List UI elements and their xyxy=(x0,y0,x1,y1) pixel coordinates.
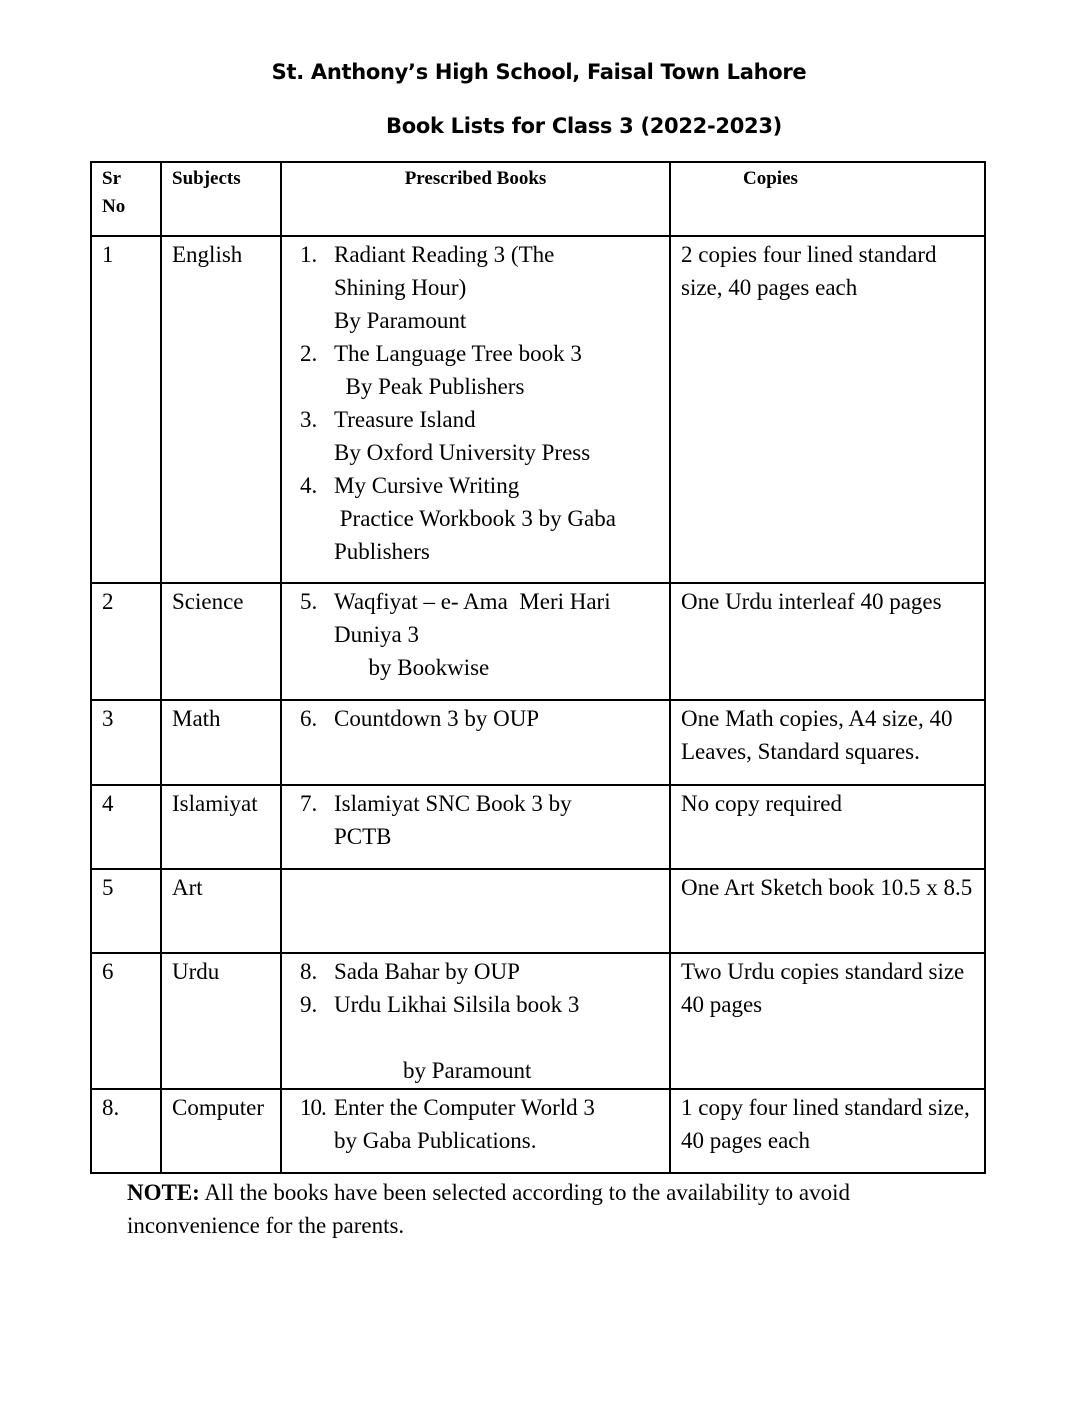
school-title: St. Anthony’s High School, Faisal Town Lahore xyxy=(271,60,807,84)
book-line: PCTB xyxy=(334,824,392,849)
copies-cell: 1 copy four lined standard size, 40 pages each xyxy=(670,1089,985,1173)
book-line xyxy=(334,1021,661,1054)
book-item xyxy=(300,403,661,469)
copies-cell: Two Urdu copies standard size 40 pages xyxy=(670,953,985,1089)
sr-no-cell: 8. xyxy=(91,1089,161,1173)
books-cell xyxy=(281,236,670,583)
book-line: Countdown 3 by OUP xyxy=(334,706,540,731)
copies-cell: One Math copies, A4 size, 40 Leaves, Standard squares. xyxy=(670,700,985,785)
book-number: 1. xyxy=(300,242,318,267)
subject-cell: Urdu xyxy=(161,953,281,1089)
copies-cell: One Art Sketch book 10.5 x 8.5 xyxy=(670,869,985,953)
book-number: 6. xyxy=(300,706,318,731)
book-list-title: Book Lists for Class 3 (2022-2023) xyxy=(386,114,782,138)
header-subjects: Subjects xyxy=(161,162,281,236)
book-line: My Cursive Writing xyxy=(334,473,520,498)
book-line: Urdu Likhai Silsila book 3 xyxy=(334,992,580,1017)
book-number: 9. xyxy=(300,992,318,1017)
book-number: 4. xyxy=(300,473,318,498)
book-line: By Paramount xyxy=(334,308,467,333)
table-row xyxy=(91,785,985,869)
book-line: By Oxford University Press xyxy=(334,440,591,465)
note-text: All the books have been selected according to the availability to avoid inconvenience for the parents. xyxy=(127,1180,851,1238)
book-number: 2. xyxy=(300,341,318,366)
table-row xyxy=(91,700,985,785)
sr-no-cell: 1 xyxy=(91,236,161,583)
book-item xyxy=(300,702,661,735)
book-item xyxy=(300,585,661,684)
sr-no-cell: 4 xyxy=(91,785,161,869)
book-line: The Language Tree book 3 xyxy=(334,341,582,366)
book-line: by Bookwise xyxy=(334,655,490,680)
book-number: 10. xyxy=(300,1095,326,1120)
book-item xyxy=(300,955,661,988)
book-line: Radiant Reading 3 (The xyxy=(334,242,555,267)
subject-cell: Science xyxy=(161,583,281,700)
book-number: 8. xyxy=(300,959,318,984)
subject-cell: Computer xyxy=(161,1089,281,1173)
book-line: Publishers xyxy=(334,539,430,564)
copies-cell: 2 copies four lined standard size, 40 pages each xyxy=(670,236,985,583)
book-line: Enter the Computer World 3 xyxy=(334,1095,595,1120)
subject-cell: English xyxy=(161,236,281,583)
subject-cell: Islamiyat xyxy=(161,785,281,869)
note xyxy=(127,1176,927,1242)
subject-cell: Math xyxy=(161,700,281,785)
books-cell xyxy=(281,785,670,869)
sr-no-cell: 6 xyxy=(91,953,161,1089)
books-cell xyxy=(281,1089,670,1173)
book-line: Treasure Island xyxy=(334,407,476,432)
table-row xyxy=(91,869,985,953)
book-item xyxy=(300,1091,661,1157)
table-row xyxy=(91,953,985,1089)
table-row xyxy=(91,236,985,583)
book-line: Duniya 3 xyxy=(334,622,419,647)
book-item xyxy=(300,469,661,568)
book-line: Waqfiyat – e- Ama Meri Hari xyxy=(334,589,611,614)
book-line: Practice Workbook 3 by Gaba xyxy=(334,506,616,531)
note-label: NOTE: xyxy=(127,1180,200,1205)
books-cell xyxy=(281,700,670,785)
table-header-row xyxy=(91,162,985,236)
sr-no-cell: 3 xyxy=(91,700,161,785)
subject-cell: Art xyxy=(161,869,281,953)
book-item xyxy=(300,988,661,1087)
book-list-table xyxy=(90,161,986,1174)
header-prescribed-books: Prescribed Books xyxy=(281,162,670,236)
copies-cell: No copy required xyxy=(670,785,985,869)
sr-no-cell: 5 xyxy=(91,869,161,953)
books-cell xyxy=(281,869,670,953)
header-copies: Copies xyxy=(670,162,985,236)
book-line: By Peak Publishers xyxy=(334,374,525,399)
books-cell xyxy=(281,583,670,700)
book-line: Shining Hour) xyxy=(334,275,467,300)
book-line: by Gaba Publications. xyxy=(334,1128,537,1153)
table-row xyxy=(91,583,985,700)
book-number: 3. xyxy=(300,407,318,432)
book-item xyxy=(300,337,661,403)
book-item xyxy=(300,238,661,337)
copies-cell: One Urdu interleaf 40 pages xyxy=(670,583,985,700)
book-item xyxy=(300,787,661,853)
book-line: Islamiyat SNC Book 3 by xyxy=(334,791,572,816)
header-sr-no: Sr No xyxy=(91,162,161,236)
sr-no-cell: 2 xyxy=(91,583,161,700)
table-row xyxy=(91,1089,985,1173)
book-line: Sada Bahar by OUP xyxy=(334,959,520,984)
book-number: 7. xyxy=(300,791,318,816)
books-cell xyxy=(281,953,670,1089)
book-line: by Paramount xyxy=(334,1058,532,1083)
book-number: 5. xyxy=(300,589,318,614)
